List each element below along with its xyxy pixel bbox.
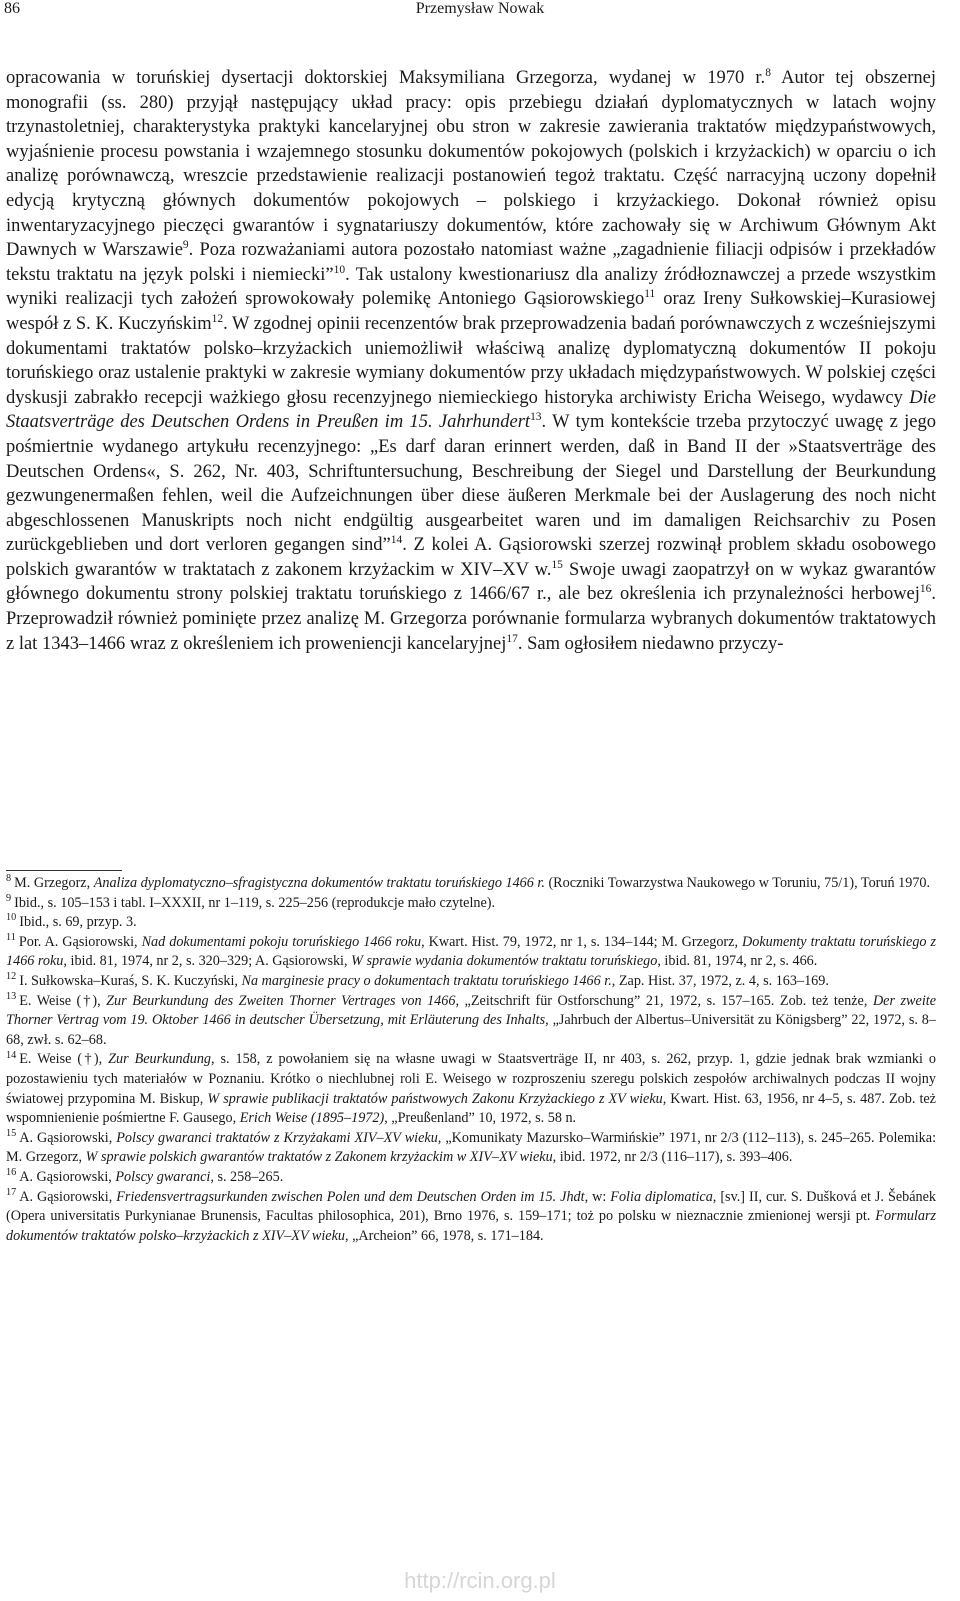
page-number: 86 — [4, 0, 20, 17]
footnote-17 — [6, 1188, 936, 1247]
text-run: oraz Ireny Sułkowskiej–Kurasiowej wespół z S. K. Kuczyńskim — [6, 289, 936, 334]
italic-title: Friedensvertragsurkunden zwischen Polen und dem Deutschen Orden im 15. Jhdt — [116, 1188, 585, 1205]
text-run: Ibid., s. 105–153 i tabl. I–XXXII, nr 1–119, s. 225–256 (reprodukcje mało czytelne). — [14, 894, 496, 911]
footnote-number: 12 — [6, 971, 17, 983]
text-run: A. Gąsiorowski, — [19, 1168, 116, 1185]
footnote-9 — [6, 894, 936, 914]
footnote-number: 13 — [6, 990, 17, 1002]
footnote-10 — [6, 913, 936, 933]
text-run: A. Gąsiorowski, — [19, 1129, 117, 1146]
italic-title: W sprawie wydania dokumentów traktatu toruńskiego — [351, 953, 658, 970]
text-run: , ibid. 1972, nr 2/3 (116–117), s. 393–406. — [552, 1149, 793, 1166]
italic-title: W sprawie publikacji traktatów państwowych Zakonu Krzyżackiego z XV wieku — [207, 1090, 663, 1107]
footnote-14 — [6, 1050, 936, 1128]
text-run: , s. 258–265. — [210, 1168, 284, 1185]
running-head: Przemysław Nowak — [415, 0, 545, 17]
footnote-ref: 12 — [211, 312, 224, 325]
italic-title: Zur Beurkundung des Zweiten Thorner Vertrages von 1466 — [106, 992, 456, 1009]
text-run: , ibid. 81, 1974, nr 2, s. 466. — [657, 953, 818, 970]
footnote-number: 10 — [6, 912, 17, 924]
italic-title: Formularz dokumentów traktatów polsko–krzyżackich z XIV–XV wieku — [6, 1208, 936, 1244]
footnote-number: 15 — [6, 1127, 17, 1139]
text-run: . W tym kontekście trzeba przytoczyć uwagę z jego pośmiertnie wydanego artykułu recenzyjnego: „Es darf daran erinnert werden, daß in Band II der »Staatsverträge des Deutschen Ordens«, S. 262, Nr. 403, Schriftuntersuchung, Beschreibung der Siegel und Darstellung der Beurkundung gezwungenermaßen fehlen, weil die Aufzeichnungen über diese äußeren Merkmale bei der Auslagerung des noch nicht abgeschlossenen Manuskripts noch nicht endgültig ausgearbeitet waren und im damaligen Reichsarchiv zu Posen zurückgeblieben und dort verloren gegangen sind” — [6, 412, 937, 556]
text-run: . Tak ustalony kwestionariusz dla analizy źródłoznawczej a przede wszystkim wyniki realizacji tych założeń sprowokowały polemikę Antoniego Gąsiorowskiego — [6, 264, 936, 310]
text-run: , „Archeion” 66, 1978, s. 171–184. — [345, 1227, 544, 1244]
text-run: opracowania w toruńskiej dysertacji doktorskiej Maksymiliana Grzegorza, wydanej w 1970 r. — [6, 68, 766, 88]
footnote-number: 17 — [6, 1186, 17, 1198]
text-run: , „Preußenland” 10, 1972, s. 58 n. — [384, 1110, 577, 1127]
footnote-ref: 13 — [530, 411, 542, 424]
text-run: , ibid. 81, 1974, nr 2, s. 320–329; A. Gąsiorowski, — [63, 953, 352, 970]
italic-title: Zur Beurkundung — [108, 1051, 212, 1068]
text-run: , [sv.] II, cur. S. Dušková et J. Šebánek (Opera universitatis Purkynianae Brunensis, Facultas philosophica, 201), Brno 1976, s. 159–171; toż po polsku w nieznacznie zmienionej wersji pt. — [6, 1188, 937, 1225]
text-run: , „Zeitschrift für Ostforschung” 21, 1972, s. 157–165. Zob. też tenże, — [455, 992, 873, 1009]
footnote-11 — [6, 933, 936, 972]
text-run: Autor tej obszernej monografii (ss. 280) przyjął następujący układ pracy: opis przebiegu działań dyplomatycznych w latach wojny trzynastoletniej, charakterystyka praktyki kancelaryjnej obu stron w zakresie zawierania traktatów międzypaństwowych, wyjaśnienie procesu powstania i wzajemnego stosunku dokumentów pokojowych (polskich i krzyżackich) w oparciu o ich analizę porównawczą, wreszcie przedstawienie realizacji postanowień tegoż traktatu. Część narracyjną uczony dopełnił edycją krytyczną głównych dokumentów pokojowych – polskiego i krzyżackiego. Dokonał również opisu inwentaryzacyjnego pieczęci gwarantów i sygnatariuszy dokumentów, które zachowały się w Archiwum Głównym Akt Dawnych w Warszawie — [6, 68, 936, 261]
footnote-ref: 9 — [182, 239, 189, 251]
text-run: A. Gąsiorowski, — [19, 1188, 117, 1205]
text-run: E. Weise (†), — [19, 992, 107, 1009]
body-paragraph — [6, 66, 936, 656]
text-run: E. Weise (†), — [19, 1051, 109, 1068]
italic-title: Analiza dyplomatyczno–sfragistyczna dokumentów traktatu toruńskiego 1466 r. — [93, 875, 545, 891]
italic-title: Polscy gwaranci traktatów z Krzyżakami XIV–XV wieku — [116, 1129, 438, 1146]
footnotes — [6, 874, 936, 1246]
footnote-16 — [6, 1168, 936, 1188]
text-run: (Roczniki Towarzystwa Naukowego w Toruniu, 75/1), Toruń 1970. — [544, 875, 931, 891]
footnote-number: 8 — [6, 873, 12, 885]
footnote-ref: 16 — [919, 583, 932, 596]
text-run: . Sam ogłosiłem niedawno przyczy- — [517, 633, 784, 654]
italic-title: W sprawie polskich gwarantów traktatów z Zakonem krzyżackim w XIV–XV wieku — [85, 1149, 553, 1166]
footnote-ref: 11 — [644, 288, 656, 301]
footnote-15 — [6, 1129, 936, 1168]
text-run: , s. 158, z powołaniem się na własne uwagi w Staatsverträge II, nr 403, s. 262, przyp. 1, gdzie jednak brak wzmianki o pozostawieniu tych materiałów w Poznaniu. Krótko o niechlubnej roli E. Weisego w rozproszeniu szeregu polskich zespołów archiwalnych podczas II wojny światowej przypomina M. Biskup, — [6, 1051, 936, 1107]
page-header — [0, 0, 960, 22]
text-run: , „Komunikaty Mazursko–Warmińskie” 1971, nr 2/3 (112–113), s. 245–265. Polemika: M. Grzegorz, — [6, 1129, 937, 1166]
footnote-number: 9 — [6, 892, 12, 904]
footnote-number: 16 — [6, 1167, 17, 1179]
text-run: Ibid., s. 69, przyp. 3. — [19, 914, 137, 931]
text-run: M. Grzegorz, — [14, 875, 94, 891]
footnote-8 — [6, 874, 936, 894]
italic-title: Der zweite Thorner Vertrag vom 19. Oktober 1466 in deutscher Übersetzung, mit Erläuterung des Inhalts, — [6, 992, 937, 1029]
text-run: . Z kolei A. Gąsiorowski szerzej rozwinął problem składu osobowego polskich gwarantów w traktatach z zakonem krzyżackim w XIV–XV w. — [6, 535, 936, 580]
italic-title: Na marginesie pracy o dokumentach traktatu toruńskiego 1466 r. — [241, 972, 612, 989]
footnote-ref: 15 — [551, 558, 563, 571]
italic-title: Nad dokumentami pokoju toruńskiego 1466 roku — [141, 933, 422, 950]
text-run: . W zgodnej opinii recenzentów brak przeprowadzenia badań porównawczych z wcześniejszymi dokumentami traktatów polsko–krzyżackich uniemożliwił właściwą analizę dyplomatyczną dokumentów II pokoju toruńskiego oraz ustalenie praktyki w zakresie wymiany dokumentów przy układach międzypaństwowych. W polskiej części dyskusji zabrakło recepcji ważkiego głosu recenzyjnego niemieckiego historyka archiwisty Ericha Weisego, wydawcy — [6, 313, 936, 408]
text-run: . Przeprowadził również pominięte przez analizę M. Grzegorza porównanie formularza wybranych dokumentów traktatowych z lat 1343–1466 wraz z określeniem ich proweniencji kancelaryjnej — [6, 584, 936, 654]
italic-title: Dokumenty traktatu toruńskiego z 1466 roku — [6, 933, 937, 970]
text-run: , w: — [584, 1188, 611, 1205]
footnote-ref: 17 — [506, 632, 518, 645]
text-run: „Jahrbuch der Albertus–Universität zu Königsberg” 22, 1972, s. 8–68, zwł. s. 62–68. — [6, 1012, 936, 1048]
text-run: Por. A. Gąsiorowski, — [18, 933, 142, 950]
italic-title: Polscy gwaranci — [115, 1168, 211, 1185]
text-run: , Kwart. Hist. 63, 1956, nr 4–5, s. 487. Zob. też wspomnienienie pośmiertne F. Gausego, — [6, 1090, 936, 1127]
footnote-divider — [6, 870, 122, 871]
footnote-ref: 14 — [390, 534, 403, 547]
italic-title: Die Staatsverträge des Deutschen Ordens in Preußen im 15. Jahrhundert — [6, 387, 936, 433]
text-run: , Zap. Hist. 37, 1972, z. 4, s. 163–169. — [611, 972, 829, 989]
text-run: Swoje uwagi zaopatrzył on w wykaz gwarantów głównego dokumentu strony polskiej traktatu toruńskiego z 1466/67 r., ale bez określenia ich przynależności herbowej — [6, 559, 936, 605]
watermark-url[interactable]: http://rcin.org.pl — [404, 1568, 556, 1593]
footnote-number: 14 — [6, 1049, 17, 1061]
text-run: . Poza rozważaniami autora pozostało natomiast ważne „zagadnienie filiacji odpisów i przekładów tekstu traktatu na język polski i niemiecki” — [6, 240, 936, 285]
text-run: , Kwart. Hist. 79, 1972, nr 1, s. 134–144; M. Grzegorz, — [421, 933, 742, 950]
text-run: I. Sułkowska–Kuraś, S. K. Kuczyński, — [19, 972, 242, 989]
footnote-13 — [6, 992, 936, 1051]
footnote-ref: 8 — [765, 66, 771, 79]
footnote-number: 11 — [6, 932, 16, 944]
italic-title: Folia diplomatica — [610, 1188, 713, 1205]
footnote-ref: 10 — [333, 263, 346, 276]
italic-title: Erich Weise (1895–1972) — [239, 1110, 385, 1127]
footnote-12 — [6, 972, 936, 992]
